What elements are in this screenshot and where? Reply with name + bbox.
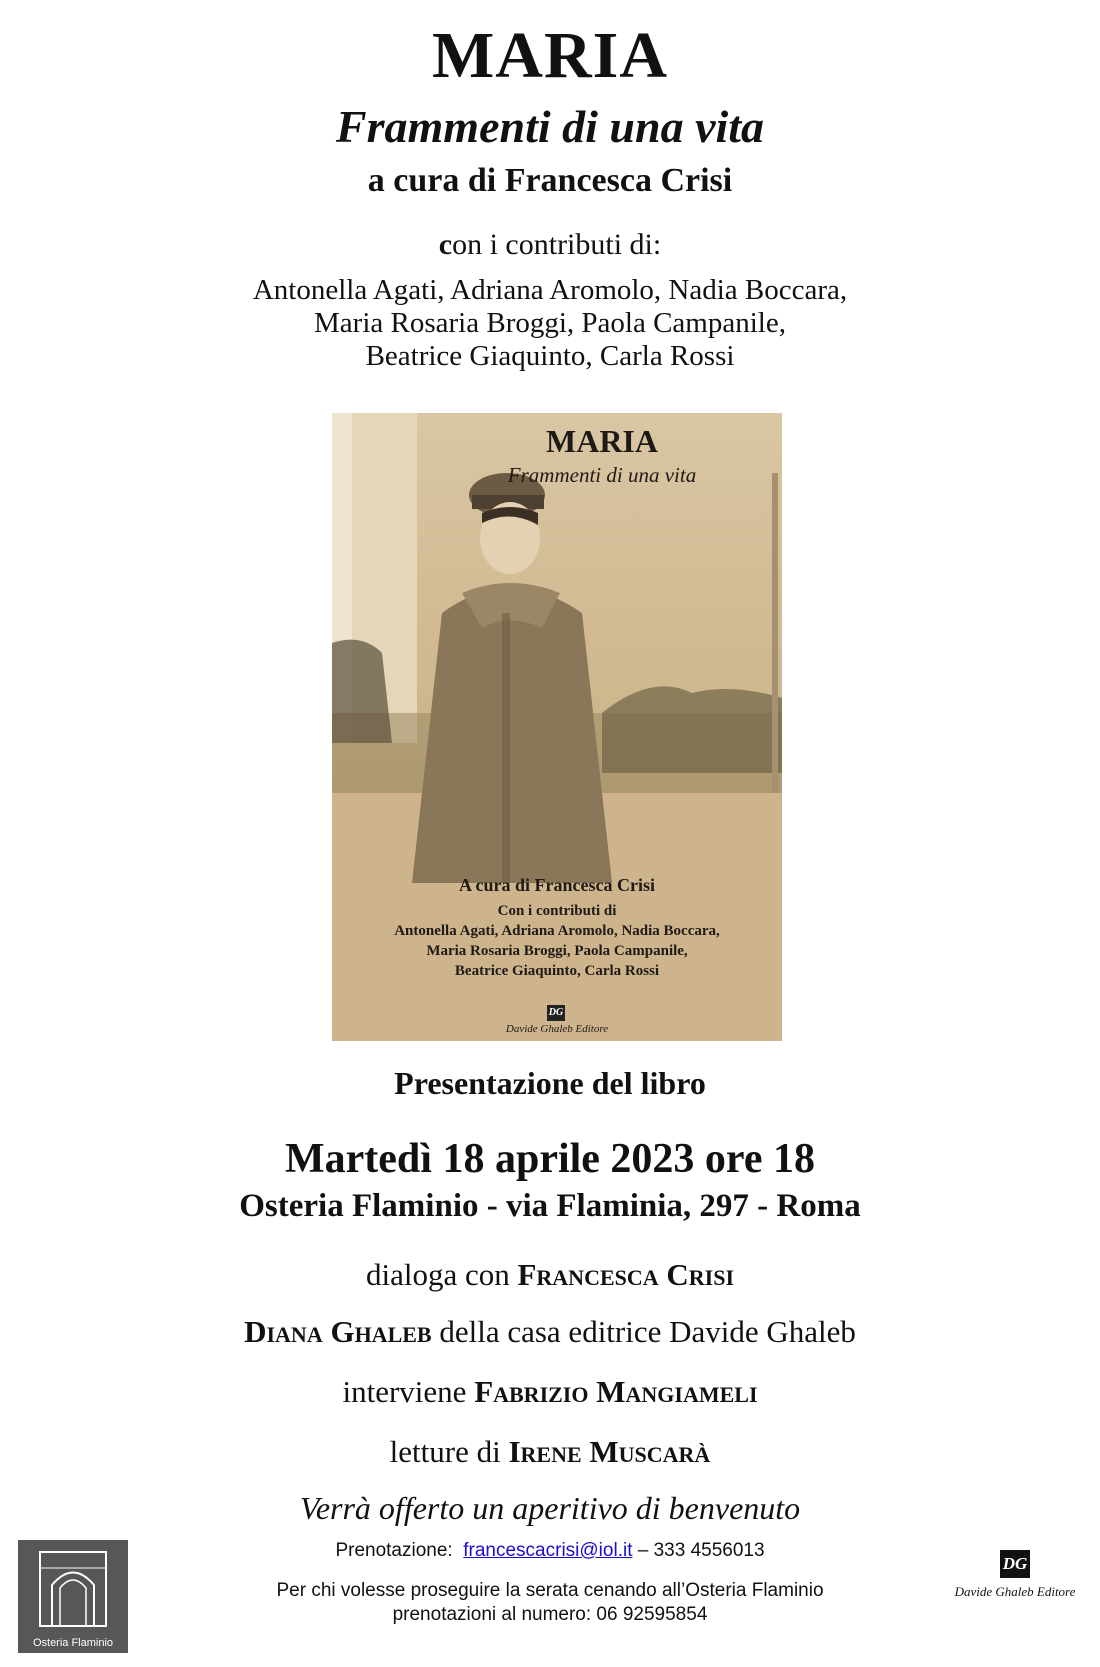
readings-name: Irene Muscarà <box>508 1434 711 1469</box>
book-cover <box>332 413 782 1041</box>
osteria-logo-text: Osteria Flaminio <box>32 1637 114 1649</box>
contributors-line: Maria Rosaria Broggi, Paola Campanile, <box>314 307 786 339</box>
speaker-prefix: interviene <box>342 1374 467 1409</box>
publisher-name: Davide Ghaleb Editore <box>954 1584 1076 1599</box>
booking-line <box>0 1540 1100 1562</box>
event-date: Martedì 18 aprile 2023 ore 18 <box>285 1136 815 1182</box>
contributions-heading-text: on i contributi di: <box>452 228 662 261</box>
cover-publisher-logo: DG <box>547 1005 565 1021</box>
dialogue-line <box>0 1257 1100 1293</box>
osteria-logo <box>18 1540 128 1653</box>
publisher-logo: DG <box>1000 1550 1030 1578</box>
poster-subtitle: Frammenti di una vita <box>335 101 765 152</box>
publisher-guest-line <box>0 1314 1100 1350</box>
readings-line <box>0 1434 1100 1470</box>
dinner-phone-line: prenotazioni al numero: 06 92595854 <box>392 1604 708 1625</box>
publisher-guest-name: Diana Ghaleb <box>244 1314 432 1349</box>
cover-subtitle: Frammenti di una vita <box>507 463 697 487</box>
poster-title: MARIA <box>432 19 668 92</box>
cover-contrib-line: Beatrice Giaquinto, Carla Rossi <box>454 963 660 979</box>
curator-line: a cura di Francesca Crisi <box>367 162 733 199</box>
dinner-line: Per chi volesse proseguire la serata cenando all’Osteria Flaminio <box>276 1580 824 1601</box>
speaker-line <box>0 1374 1100 1410</box>
aperitivo-note: Verrà offerto un aperitivo di benvenuto <box>299 1490 801 1526</box>
cover-contrib-line: Maria Rosaria Broggi, Paola Campanile, <box>426 943 688 959</box>
booking-label: Prenotazione: <box>335 1540 453 1561</box>
cover-title: MARIA <box>546 423 658 459</box>
cover-contrib-line: Antonella Agati, Adriana Aromolo, Nadia Boccara, <box>394 923 720 939</box>
dialogue-name: Francesca Crisi <box>517 1257 735 1292</box>
contributions-initial: c <box>438 228 453 261</box>
contributors-line: Beatrice Giaquinto, Carla Rossi <box>365 340 735 372</box>
booking-email-link[interactable]: francescacrisi@iol.it <box>463 1540 633 1561</box>
booking-phone: – 333 4556013 <box>637 1540 765 1561</box>
presentation-heading: Presentazione del libro <box>394 1065 706 1101</box>
contributors-line: Antonella Agati, Adriana Aromolo, Nadia Boccara, <box>252 274 848 306</box>
readings-prefix: letture di <box>389 1434 501 1469</box>
dialogue-prefix: dialoga con <box>365 1257 510 1292</box>
speaker-name: Fabrizio Mangiameli <box>474 1374 758 1409</box>
event-venue: Osteria Flaminio - via Flaminia, 297 - Roma <box>239 1188 861 1224</box>
cover-publisher: Davide Ghaleb Editore <box>505 1023 609 1035</box>
cover-curator: A cura di Francesca Crisi <box>459 875 655 895</box>
contributions-heading <box>0 228 1100 262</box>
publisher-guest-role: della casa editrice Davide Ghaleb <box>439 1314 856 1349</box>
cover-contrib-line: Con i contributi di <box>497 903 617 919</box>
